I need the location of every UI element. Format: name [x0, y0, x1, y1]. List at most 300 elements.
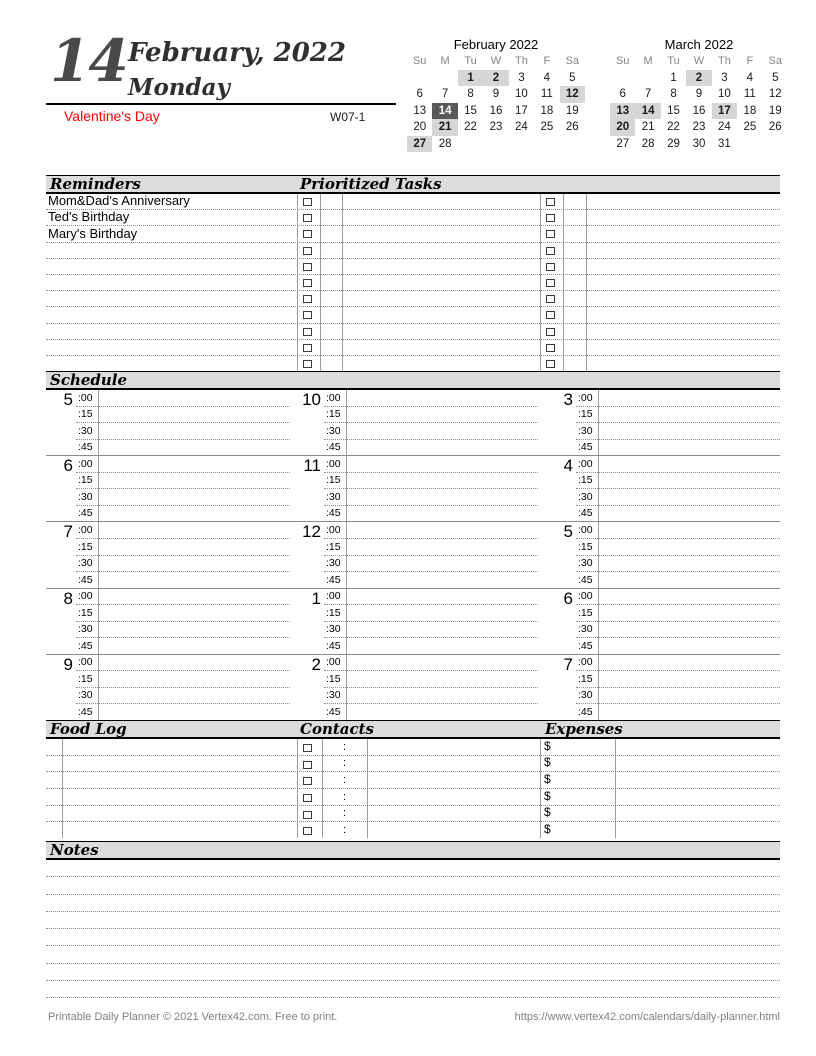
calendar-day: 25: [743, 121, 757, 133]
quarter-label: :45: [78, 441, 93, 454]
schedule-column: [294, 655, 538, 720]
schedule-column: [46, 522, 290, 587]
quarter-label: :00: [326, 391, 341, 404]
schedule-quarter-row: [76, 655, 290, 672]
schedule-column: [46, 655, 290, 720]
quarter-label: :15: [326, 606, 341, 619]
schedule-quarter-row: [324, 489, 538, 506]
contact-checkbox-bullet: [303, 744, 312, 752]
quarter-label: :15: [578, 672, 593, 685]
foodlog-contact-expense-row: [46, 756, 780, 773]
calendar-week-row: [407, 86, 585, 103]
calendar-week-row: [610, 103, 788, 120]
calendar-day-highlighted: 17: [712, 103, 737, 120]
schedule-hour-label: 8: [63, 588, 73, 608]
schedule-hour-label: 11: [303, 456, 321, 476]
calendar-week-row: [610, 119, 788, 136]
calendar-day-empty: [458, 136, 483, 153]
quarter-label: :15: [578, 474, 593, 487]
calendar-day-empty: [483, 136, 508, 153]
quarter-label: :15: [326, 540, 341, 553]
quarter-label: :45: [578, 706, 593, 718]
task-row: [46, 243, 780, 259]
quarter-label: :15: [326, 408, 341, 421]
schedule-hour-block: [46, 390, 780, 456]
calendar-day: 26: [565, 121, 579, 133]
schedule-quarter-rows: [576, 456, 780, 521]
calendar-day: 11: [540, 88, 553, 100]
expense-currency-symbol: $: [544, 772, 551, 787]
schedule-quarter-row: [324, 671, 538, 688]
calendar-day-empty: [432, 70, 457, 87]
schedule-quarter-row: [576, 506, 780, 522]
quarter-label: :45: [78, 507, 93, 520]
calendar-day: 15: [667, 104, 680, 117]
calendar-day: 30: [692, 137, 706, 150]
calendar-week-row: [610, 136, 788, 153]
contact-time-separator: :: [342, 824, 347, 837]
schedule-column: [546, 655, 780, 720]
calendar-day: 5: [569, 71, 576, 84]
calendar-day-empty: [635, 70, 660, 87]
schedule-quarter-row: [76, 407, 290, 424]
task-row: [46, 324, 780, 340]
quarter-label: :30: [78, 689, 93, 702]
schedule-column: [46, 456, 290, 521]
schedule-hour-label: 12: [302, 522, 321, 542]
task-checkbox-bullet: [546, 230, 555, 238]
schedule-hour-label: 10: [302, 390, 321, 409]
contacts-section-title: Contacts: [300, 720, 375, 738]
calendar-week-row: [407, 119, 585, 136]
contact-time-separator: :: [342, 790, 347, 803]
month-year-title: February, 2022: [128, 38, 346, 68]
calendar-day: 18: [540, 104, 554, 117]
expense-currency-symbol: $: [544, 755, 551, 770]
calendar-day-empty: [737, 136, 762, 153]
schedule-quarter-row: [576, 704, 780, 720]
quarter-label: :00: [578, 391, 593, 404]
schedule-quarter-row: [576, 539, 780, 556]
calendar-day: 25: [540, 121, 554, 133]
task-checkbox-bullet: [303, 198, 312, 206]
quarter-label: :30: [78, 424, 93, 437]
schedule-hour-block: [46, 522, 780, 588]
schedule-quarter-row: [76, 440, 290, 456]
schedule-header-band: [46, 371, 780, 390]
schedule-hour-label: 7: [563, 654, 573, 674]
quarter-label: :30: [578, 557, 593, 570]
calendar-day: 23: [489, 121, 503, 133]
schedule-column: [294, 390, 538, 455]
schedule-quarter-row: [76, 489, 290, 506]
quarter-label: :00: [78, 656, 93, 669]
schedule-column: [46, 589, 290, 654]
schedule-column: [546, 390, 780, 455]
task-checkbox-bullet: [546, 263, 555, 271]
schedule-quarter-row: [76, 506, 290, 522]
calendar-day: 6: [416, 88, 423, 100]
quarter-label: :00: [578, 590, 593, 603]
schedule-quarter-row: [76, 622, 290, 639]
schedule-quarter-row: [576, 456, 780, 473]
foodlog-contact-expense-row: [46, 822, 780, 838]
calendar-day-empty: [509, 136, 534, 153]
quarter-label: :00: [78, 391, 93, 404]
notes-section-title: Notes: [50, 841, 99, 859]
quarter-label: :15: [578, 540, 593, 553]
calendar-day-empty: [763, 136, 788, 153]
calendar-day-empty: [560, 136, 585, 153]
task-checkbox-bullet: [546, 295, 555, 303]
task-checkbox-bullet: [546, 328, 555, 336]
schedule-quarter-row: [324, 556, 538, 573]
task-row: [46, 194, 780, 210]
schedule-quarter-row: [576, 589, 780, 606]
calendar-day: 28: [438, 137, 452, 150]
quarter-label: :15: [578, 606, 593, 619]
schedule-quarter-row: [324, 638, 538, 654]
contact-time-separator: :: [342, 757, 347, 770]
calendar-dow-label: Su: [412, 55, 427, 67]
week-code-label: W07-1: [330, 110, 366, 124]
schedule-quarter-row: [576, 473, 780, 490]
calendar-day: 16: [489, 104, 503, 117]
schedule-quarter-rows: [576, 522, 780, 587]
calendar-day: 26: [768, 121, 782, 133]
quarter-label: :45: [326, 706, 341, 718]
foodlog-contact-expense-row: [46, 739, 780, 756]
calendar-day: 1: [670, 71, 677, 84]
calendar-dow-label: Sa: [768, 55, 783, 67]
calendar-dow-label: Sa: [565, 55, 580, 67]
calendar-title: March 2022: [664, 37, 734, 52]
calendar-day: 9: [492, 88, 500, 100]
quarter-label: :45: [78, 639, 93, 652]
quarter-label: :00: [578, 656, 593, 669]
schedule-hour-label: 2: [311, 654, 321, 674]
schedule-quarter-rows: [576, 390, 780, 455]
schedule-quarter-rows: [576, 589, 780, 654]
schedule-quarter-row: [324, 539, 538, 556]
foodlog-contacts-expenses-header-band: [46, 720, 780, 739]
schedule-hour-label: 6: [63, 456, 73, 476]
calendar-day: 24: [515, 121, 528, 133]
schedule-quarter-row: [324, 423, 538, 440]
calendar-dow-label: Th: [515, 55, 528, 67]
foodlog-contacts-expenses-grid: [46, 739, 780, 838]
calendar-week-row: [610, 86, 788, 103]
schedule-quarter-row: [576, 556, 780, 573]
schedule-column: [546, 456, 780, 521]
schedule-quarter-rows: [76, 655, 290, 720]
schedule-quarter-row: [76, 704, 290, 720]
expense-currency-symbol: $: [544, 788, 551, 803]
quarter-label: :30: [78, 623, 93, 636]
calendar-week-row: [407, 103, 585, 120]
schedule-column: [294, 589, 538, 654]
task-row: [46, 226, 780, 242]
schedule-quarter-rows: [324, 655, 538, 720]
reminder-item: Ted's Birthday: [48, 209, 130, 225]
calendar-dow-label: W: [693, 55, 705, 67]
schedule-quarter-row: [576, 572, 780, 588]
calendar-day-highlighted: 14: [635, 103, 660, 120]
schedule-column: [46, 390, 290, 455]
schedule-quarter-row: [76, 638, 290, 654]
calendar-day: 29: [667, 137, 680, 150]
calendar-day: 4: [746, 71, 754, 84]
schedule-quarter-row: [324, 589, 538, 606]
calendar-dow-label: Th: [718, 55, 731, 67]
contact-checkbox-bullet: [303, 777, 312, 785]
calendar-dow-label: Su: [615, 55, 630, 67]
calendar-day: 22: [464, 121, 477, 133]
contact-checkbox-bullet: [303, 761, 312, 769]
schedule-grid: [46, 390, 780, 720]
schedule-quarter-row: [576, 423, 780, 440]
schedule-quarter-row: [576, 605, 780, 622]
calendar-week-row: [610, 70, 788, 87]
schedule-quarter-row: [576, 638, 780, 654]
schedule-quarter-row: [324, 506, 538, 522]
schedule-section-title: Schedule: [50, 371, 128, 389]
calendar-day-selected: 14: [432, 103, 457, 120]
calendar-day-highlighted: 1: [458, 70, 483, 87]
calendar-day: 19: [565, 104, 579, 117]
calendar-day: 15: [464, 104, 477, 117]
schedule-quarter-row: [76, 522, 290, 539]
schedule-quarter-row: [76, 456, 290, 473]
quarter-label: :30: [578, 490, 593, 503]
calendar-dow-row: [610, 53, 788, 70]
calendar-day: 8: [670, 88, 677, 100]
quarter-label: :15: [78, 540, 93, 553]
calendar-dow-row: [407, 53, 585, 70]
calendar-day: 7: [644, 88, 652, 100]
task-row: [46, 307, 780, 323]
calendar-day: 23: [692, 121, 706, 133]
task-checkbox-bullet: [303, 344, 312, 352]
contact-time-separator: :: [342, 740, 347, 753]
schedule-quarter-row: [76, 589, 290, 606]
schedule-hour-label: 9: [63, 654, 73, 674]
quarter-label: :00: [326, 656, 341, 669]
calendar-day: 9: [695, 88, 703, 100]
quarter-label: :00: [578, 523, 593, 536]
quarter-label: :30: [578, 689, 593, 702]
schedule-hour-label: 5: [63, 390, 73, 409]
schedule-quarter-rows: [76, 456, 290, 521]
quarter-label: :15: [326, 672, 341, 685]
quarter-label: :45: [326, 507, 341, 520]
schedule-hour-label: 7: [63, 522, 73, 542]
notes-lines: [46, 860, 780, 998]
contact-checkbox-bullet: [303, 794, 312, 802]
calendar-day: 22: [667, 121, 680, 133]
quarter-label: :45: [326, 573, 341, 586]
quarter-label: :15: [78, 672, 93, 685]
calendar-dow-label: Tu: [667, 55, 680, 67]
schedule-hour-label: 5: [563, 522, 573, 542]
task-checkbox-bullet: [303, 328, 312, 336]
calendar-day-highlighted: 13: [610, 103, 635, 120]
schedule-hour-block: [46, 456, 780, 522]
calendar-day-highlighted: 2: [686, 70, 711, 87]
schedule-quarter-row: [76, 605, 290, 622]
calendar-day-highlighted: 27: [407, 136, 432, 153]
task-checkbox-bullet: [546, 247, 555, 255]
notes-line: [46, 981, 780, 998]
calendar-dow-label: M: [440, 55, 450, 67]
calendar-day: 19: [768, 104, 782, 117]
quarter-label: :45: [578, 441, 593, 454]
calendar-day: 21: [641, 121, 655, 133]
schedule-quarter-row: [576, 622, 780, 639]
quarter-label: :15: [78, 408, 93, 421]
calendar-day-highlighted: 2: [483, 70, 508, 87]
quarter-label: :45: [78, 573, 93, 586]
notes-line: [46, 964, 780, 981]
calendar-day: 11: [743, 88, 756, 100]
schedule-quarter-row: [324, 440, 538, 456]
calendar-day: 7: [441, 88, 449, 100]
calendar-day: 10: [515, 88, 528, 100]
quarter-label: :00: [326, 457, 341, 470]
quarter-label: :00: [326, 590, 341, 603]
quarter-label: :00: [78, 457, 93, 470]
schedule-quarter-rows: [324, 456, 538, 521]
calendar-day: 5: [772, 71, 779, 84]
task-checkbox-bullet: [303, 214, 312, 222]
planner-url-link[interactable]: https://www.vertex42.com/calendars/daily-planner.html: [514, 1011, 780, 1023]
holiday-label: Valentine's Day: [64, 108, 160, 124]
prioritized-tasks-section-title: Prioritized Tasks: [300, 175, 442, 193]
calendar-day: 31: [718, 137, 731, 150]
quarter-label: :15: [578, 408, 593, 421]
task-checkbox-bullet: [546, 198, 555, 206]
task-row: [46, 210, 780, 226]
schedule-column: [546, 589, 780, 654]
calendar-dow-label: M: [643, 55, 653, 67]
quarter-label: :30: [326, 557, 341, 570]
calendar-day-empty: [534, 136, 559, 153]
quarter-label: :45: [78, 706, 93, 718]
calendar-day: 12: [768, 88, 782, 100]
schedule-quarter-rows: [576, 655, 780, 720]
schedule-quarter-row: [324, 605, 538, 622]
expense-currency-symbol: $: [544, 822, 551, 837]
schedule-quarter-row: [324, 522, 538, 539]
calendar-day: 16: [692, 104, 706, 117]
schedule-quarter-row: [76, 423, 290, 440]
quarter-label: :30: [326, 623, 341, 636]
task-row: [46, 356, 780, 371]
schedule-column: [294, 456, 538, 521]
task-row: [46, 275, 780, 291]
quarter-label: :15: [78, 606, 93, 619]
task-row: [46, 259, 780, 275]
expense-currency-symbol: $: [544, 805, 551, 820]
schedule-quarter-row: [576, 522, 780, 539]
task-checkbox-bullet: [546, 214, 555, 222]
quarter-label: :45: [578, 639, 593, 652]
quarter-label: :45: [326, 441, 341, 454]
reminder-item: Mom&Dad's Anniversary: [48, 193, 190, 209]
calendar-day: 17: [515, 104, 528, 117]
notes-line: [46, 895, 780, 912]
task-checkbox-bullet: [303, 230, 312, 238]
day-number: 14: [50, 27, 127, 95]
reminders-and-tasks-grid: [46, 194, 780, 371]
task-checkbox-bullet: [546, 311, 555, 319]
task-row: [46, 291, 780, 307]
calendar-day: 3: [721, 71, 728, 84]
calendar-week-row: [407, 70, 585, 87]
notes-line: [46, 929, 780, 946]
schedule-hour-label: 6: [563, 588, 573, 608]
calendar-day-empty: [610, 70, 635, 87]
schedule-quarter-row: [576, 440, 780, 456]
schedule-column: [546, 522, 780, 587]
schedule-quarter-rows: [76, 589, 290, 654]
quarter-label: :00: [78, 523, 93, 536]
food-log-section-title: Food Log: [50, 720, 127, 738]
contact-time-separator: :: [342, 774, 347, 787]
calendar-day-highlighted: 20: [610, 119, 635, 136]
quarter-label: :00: [578, 457, 593, 470]
schedule-quarter-rows: [76, 522, 290, 587]
quarter-label: :15: [326, 474, 341, 487]
quarter-label: :30: [578, 623, 593, 636]
schedule-hour-label: 4: [563, 456, 573, 476]
header-divider: [46, 103, 396, 105]
schedule-quarter-rows: [76, 390, 290, 455]
schedule-quarter-row: [324, 390, 538, 407]
schedule-quarter-row: [576, 407, 780, 424]
schedule-quarter-row: [576, 688, 780, 705]
calendar-day: 8: [467, 88, 474, 100]
task-checkbox-bullet: [303, 295, 312, 303]
quarter-label: :00: [326, 523, 341, 536]
schedule-quarter-row: [324, 655, 538, 672]
task-checkbox-bullet: [546, 360, 555, 368]
calendar-dow-label: W: [490, 55, 502, 67]
quarter-label: :15: [78, 474, 93, 487]
calendar-dow-label: F: [746, 55, 754, 67]
quarter-label: :30: [78, 490, 93, 503]
schedule-quarter-row: [576, 655, 780, 672]
quarter-label: :30: [326, 490, 341, 503]
schedule-quarter-row: [76, 556, 290, 573]
quarter-label: :30: [326, 424, 341, 437]
contact-time-separator: :: [342, 807, 347, 820]
task-checkbox-bullet: [546, 279, 555, 287]
schedule-quarter-row: [76, 473, 290, 490]
schedule-quarter-row: [76, 572, 290, 588]
calendar-day: 10: [718, 88, 731, 100]
copyright-text: Printable Daily Planner © 2021 Vertex42.com. Free to print.: [48, 1011, 338, 1023]
reminders-tasks-header-band: [46, 175, 780, 194]
notes-line: [46, 912, 780, 929]
task-checkbox-bullet: [303, 263, 312, 271]
schedule-hour-label: 3: [563, 390, 573, 409]
calendar-dow-label: F: [543, 55, 551, 67]
schedule-quarter-row: [76, 390, 290, 407]
schedule-quarter-row: [324, 704, 538, 720]
calendar-day-highlighted: 21: [432, 119, 457, 136]
quarter-label: :30: [78, 557, 93, 570]
